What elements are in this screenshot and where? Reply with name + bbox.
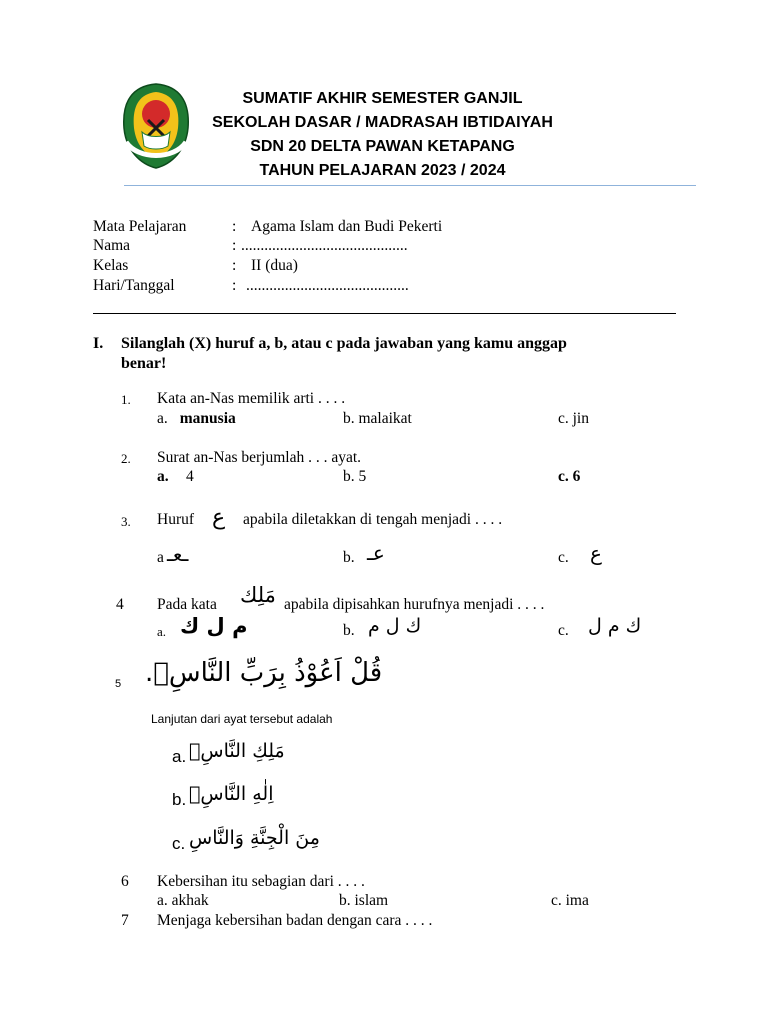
header-divider bbox=[124, 185, 696, 186]
school-name: SDN 20 DELTA PAWAN KETAPANG bbox=[250, 138, 515, 155]
academic-year: TAHUN PELAJARAN 2023 / 2024 bbox=[259, 162, 506, 179]
q3-option-c-value: ع bbox=[590, 541, 602, 565]
q4-option-b-value: ك ل م bbox=[368, 615, 422, 637]
info-label-subject: Mata Pelajaran bbox=[93, 218, 187, 235]
q4-option-a-key: a. bbox=[157, 624, 167, 639]
q7-number: 7 bbox=[121, 912, 129, 929]
q3-text-post: apabila diletakkan di tengah menjadi . . . . bbox=[243, 511, 503, 528]
q2-option-a-value: 4 bbox=[186, 468, 194, 485]
q6-option-b: b. islam bbox=[339, 892, 389, 909]
q4-number: 4 bbox=[116, 596, 124, 613]
q1-option-c: c. jin bbox=[558, 410, 589, 427]
q3-number: 3. bbox=[121, 514, 131, 529]
q2-option-b: b. 5 bbox=[343, 468, 367, 485]
q4-arabic-word: مَلِك bbox=[240, 583, 276, 607]
q6-number: 6 bbox=[121, 873, 129, 890]
q5-option-b-value: اِلٰهِ النَّاسِۙ bbox=[189, 783, 274, 805]
info-value-subject: Agama Islam dan Budi Pekerti bbox=[251, 218, 443, 235]
q3-option-c-key: c. bbox=[558, 549, 569, 566]
q2-option-c: c. 6 bbox=[558, 468, 581, 485]
info-value-name: ........................................... bbox=[241, 237, 408, 254]
q3-option-a-key: a bbox=[157, 549, 164, 566]
q3-option-a-value: ـعـ bbox=[167, 542, 189, 566]
q5-option-c-key: c. bbox=[172, 834, 186, 853]
q3-text-pre: Huruf bbox=[157, 511, 195, 528]
q2-text: Surat an-Nas berjumlah . . . ayat. bbox=[157, 449, 362, 466]
q4-option-c-key: c. bbox=[558, 622, 569, 639]
q1-number: 1. bbox=[121, 392, 131, 407]
q5-option-a-value: مَلِكِ النَّاسِۙ bbox=[189, 740, 285, 762]
school-type: SEKOLAH DASAR / MADRASAH IBTIDAIYAH bbox=[212, 114, 553, 131]
q5-number: 5 bbox=[115, 678, 122, 690]
q1-text: Kata an-Nas memilik arti . . . . bbox=[157, 390, 346, 407]
q2-option-a-key: a. bbox=[157, 468, 169, 485]
q3-option-b-value: عـ bbox=[367, 541, 385, 565]
section-instruction: Silanglah (X) huruf a, b, atau c pada jawaban yang kamu anggap bbox=[121, 335, 567, 352]
q1-option-b: b. malaikat bbox=[343, 410, 412, 427]
q5-option-b-key: b. bbox=[172, 790, 187, 809]
q1-option-a: a. manusia bbox=[157, 410, 236, 427]
section-instruction-cont: benar! bbox=[121, 355, 167, 372]
info-divider bbox=[93, 313, 676, 314]
q4-text-pre: Pada kata bbox=[157, 596, 217, 613]
q5-prompt: Lanjutan dari ayat tersebut adalah bbox=[151, 712, 333, 726]
info-label-date: Hari/Tanggal bbox=[93, 277, 175, 294]
q4-option-a-value: م ل ك bbox=[180, 614, 248, 638]
section-numeral: I. bbox=[93, 335, 104, 352]
q4-option-c-value: ك م ل bbox=[588, 615, 642, 637]
q6-text: Kebersihan itu sebagian dari . . . . bbox=[157, 873, 365, 890]
info-label-name: Nama bbox=[93, 237, 131, 254]
q5-option-a-key: a. bbox=[172, 747, 187, 766]
q4-option-b-key: b. bbox=[343, 622, 355, 639]
info-label-class: Kelas bbox=[93, 257, 129, 274]
info-sep-class: : bbox=[232, 257, 237, 274]
exam-title: SUMATIF AKHIR SEMESTER GANJIL bbox=[242, 90, 523, 107]
q6-option-c: c. ima bbox=[551, 892, 589, 909]
q4-text-post: apabila dipisahkan hurufnya menjadi . . . . bbox=[284, 596, 545, 613]
info-sep-name: : bbox=[232, 237, 237, 254]
q3-option-b-key: b. bbox=[343, 549, 355, 566]
info-sep-subject: : bbox=[232, 218, 237, 235]
info-sep-date: : bbox=[232, 277, 237, 294]
q5-ayah: قُلْ اَعُوْذُ بِرَبِّ النَّاسِۙ. bbox=[145, 658, 383, 688]
q3-arabic-letter: ع bbox=[212, 505, 226, 530]
info-value-date: .......................................... bbox=[246, 277, 409, 294]
q5-option-c-value: مِنَ الْجِنَّةِ وَالنَّاسِ bbox=[189, 827, 320, 849]
info-value-class: II (dua) bbox=[251, 257, 298, 274]
q2-number: 2. bbox=[121, 451, 131, 466]
q6-option-a: a. akhak bbox=[157, 892, 209, 909]
q7-text: Menjaga kebersihan badan dengan cara . . . . bbox=[157, 912, 433, 929]
